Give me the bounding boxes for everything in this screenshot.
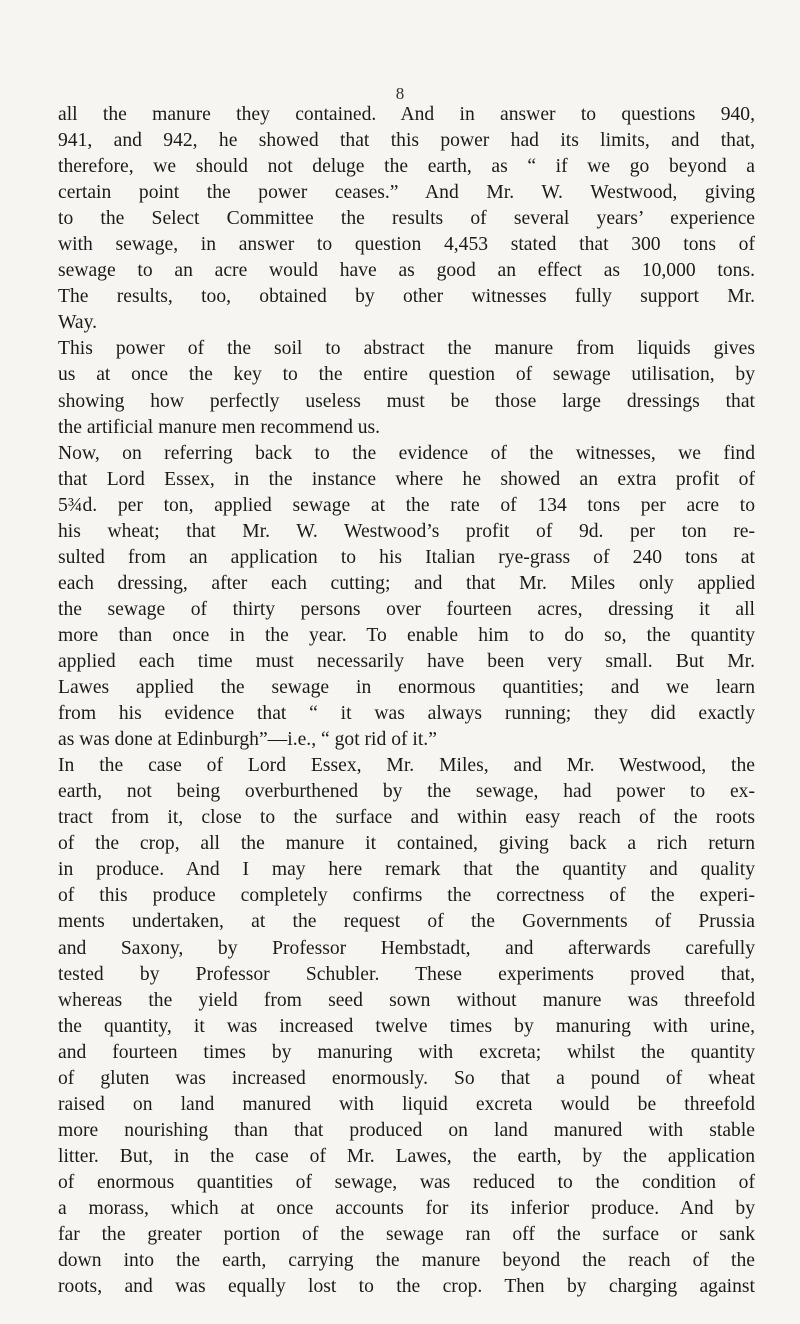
text-line: of gluten was increased enormously. So that a pound of wheat (58, 1067, 755, 1089)
text-line: as was done at Edinburgh”—i.e., “ got rid of it.” (58, 729, 437, 751)
text-line: earth, not being overburthened by the sewage, had power to ex- (58, 781, 755, 803)
text-line: the artificial manure men recommend us. (58, 416, 381, 438)
text-line: roots, and was equally lost to the crop. Then by charging against (58, 1276, 755, 1298)
text-line: all the manure they contained. And in answer to questions 940, (58, 104, 755, 125)
text-line: that Lord Essex, in the instance where he showed an extra profit of (58, 468, 755, 490)
text-line: us at once the key to the entire question of sewage utilisation, by (58, 364, 755, 386)
text-line: each dressing, after each cutting; and that Mr. Miles only applied (58, 572, 755, 594)
text-line: Now, on referring back to the evidence of the witnesses, we find (58, 442, 755, 464)
text-line: and Saxony, by Professor Hembstadt, and afterwards carefully (58, 937, 755, 959)
text-line: more than once in the year. To enable him to do so, the quantity (58, 624, 755, 646)
text-line: ments undertaken, at the request of the Governments of Prussia (58, 911, 755, 933)
text-line: with sewage, in answer to question 4,453 stated that 300 tons of (58, 234, 755, 256)
text-line: tract from it, close to the surface and within easy reach of the roots (58, 807, 755, 829)
text-line: and fourteen times by manuring with excreta; whilst the quantity (58, 1041, 755, 1063)
text-line: certain point the power ceases.” And Mr. W. Westwood, giving (58, 182, 755, 204)
text-line: therefore, we should not deluge the earth, as “ if we go beyond a (58, 156, 755, 178)
text-line: the quantity, it was increased twelve times by manuring with urine, (58, 1015, 755, 1037)
text-line: the sewage of thirty persons over fourteen acres, dressing it all (58, 598, 755, 620)
text-line: of enormous quantities of sewage, was reduced to the condition of (58, 1171, 755, 1193)
text-line: 5¾d. per ton, applied sewage at the rate of 134 tons per acre to (58, 494, 755, 516)
text-line: of the crop, all the manure it contained, giving back a rich return (58, 833, 755, 855)
text-line: showing how perfectly useless must be those large dressings that (58, 390, 755, 412)
text-line: Way. (58, 312, 98, 334)
page-number: 8 (395, 84, 405, 103)
body-text (58, 102, 755, 1300)
text-line: raised on land manured with liquid excreta would be threefold (58, 1093, 755, 1115)
text-line: from his evidence that “ it was always running; they did exactly (58, 703, 755, 725)
text-line: Lawes applied the sewage in enormous quantities; and we learn (58, 677, 755, 699)
text-line: in produce. And I may here remark that the quantity and quality (58, 859, 755, 881)
text-line: tested by Professor Schubler. These experiments proved that, (58, 963, 755, 985)
text-line: his wheat; that Mr. W. Westwood’s profit of 9d. per ton re- (58, 520, 755, 542)
text-line: of this produce completely confirms the correctness of the experi- (58, 885, 755, 907)
text-line: This power of the soil to abstract the manure from liquids gives (58, 338, 755, 360)
text-line: whereas the yield from seed sown without manure was threefold (58, 989, 755, 1011)
text-line: 941, and 942, he showed that this power had its limits, and that, (58, 130, 755, 152)
text-line: more nourishing than that produced on land manured with stable (58, 1119, 755, 1141)
text-line: sewage to an acre would have as good an effect as 10,000 tons. (58, 260, 755, 282)
text-line: sulted from an application to his Italian rye-grass of 240 tons at (58, 546, 755, 568)
text-line: litter. But, in the case of Mr. Lawes, the earth, by the application (58, 1145, 755, 1167)
text-line: a morass, which at once accounts for its inferior produce. And by (58, 1197, 755, 1219)
text-line: to the Select Committee the results of several years’ experience (58, 208, 755, 230)
text-line: In the case of Lord Essex, Mr. Miles, and Mr. Westwood, the (58, 755, 755, 777)
text-line: down into the earth, carrying the manure beyond the reach of the (58, 1250, 755, 1272)
text-line: far the greater portion of the sewage ran off the surface or sank (58, 1224, 755, 1246)
text-line: The results, too, obtained by other witnesses fully support Mr. (58, 286, 755, 308)
text-line: applied each time must necessarily have been very small. But Mr. (58, 650, 755, 672)
